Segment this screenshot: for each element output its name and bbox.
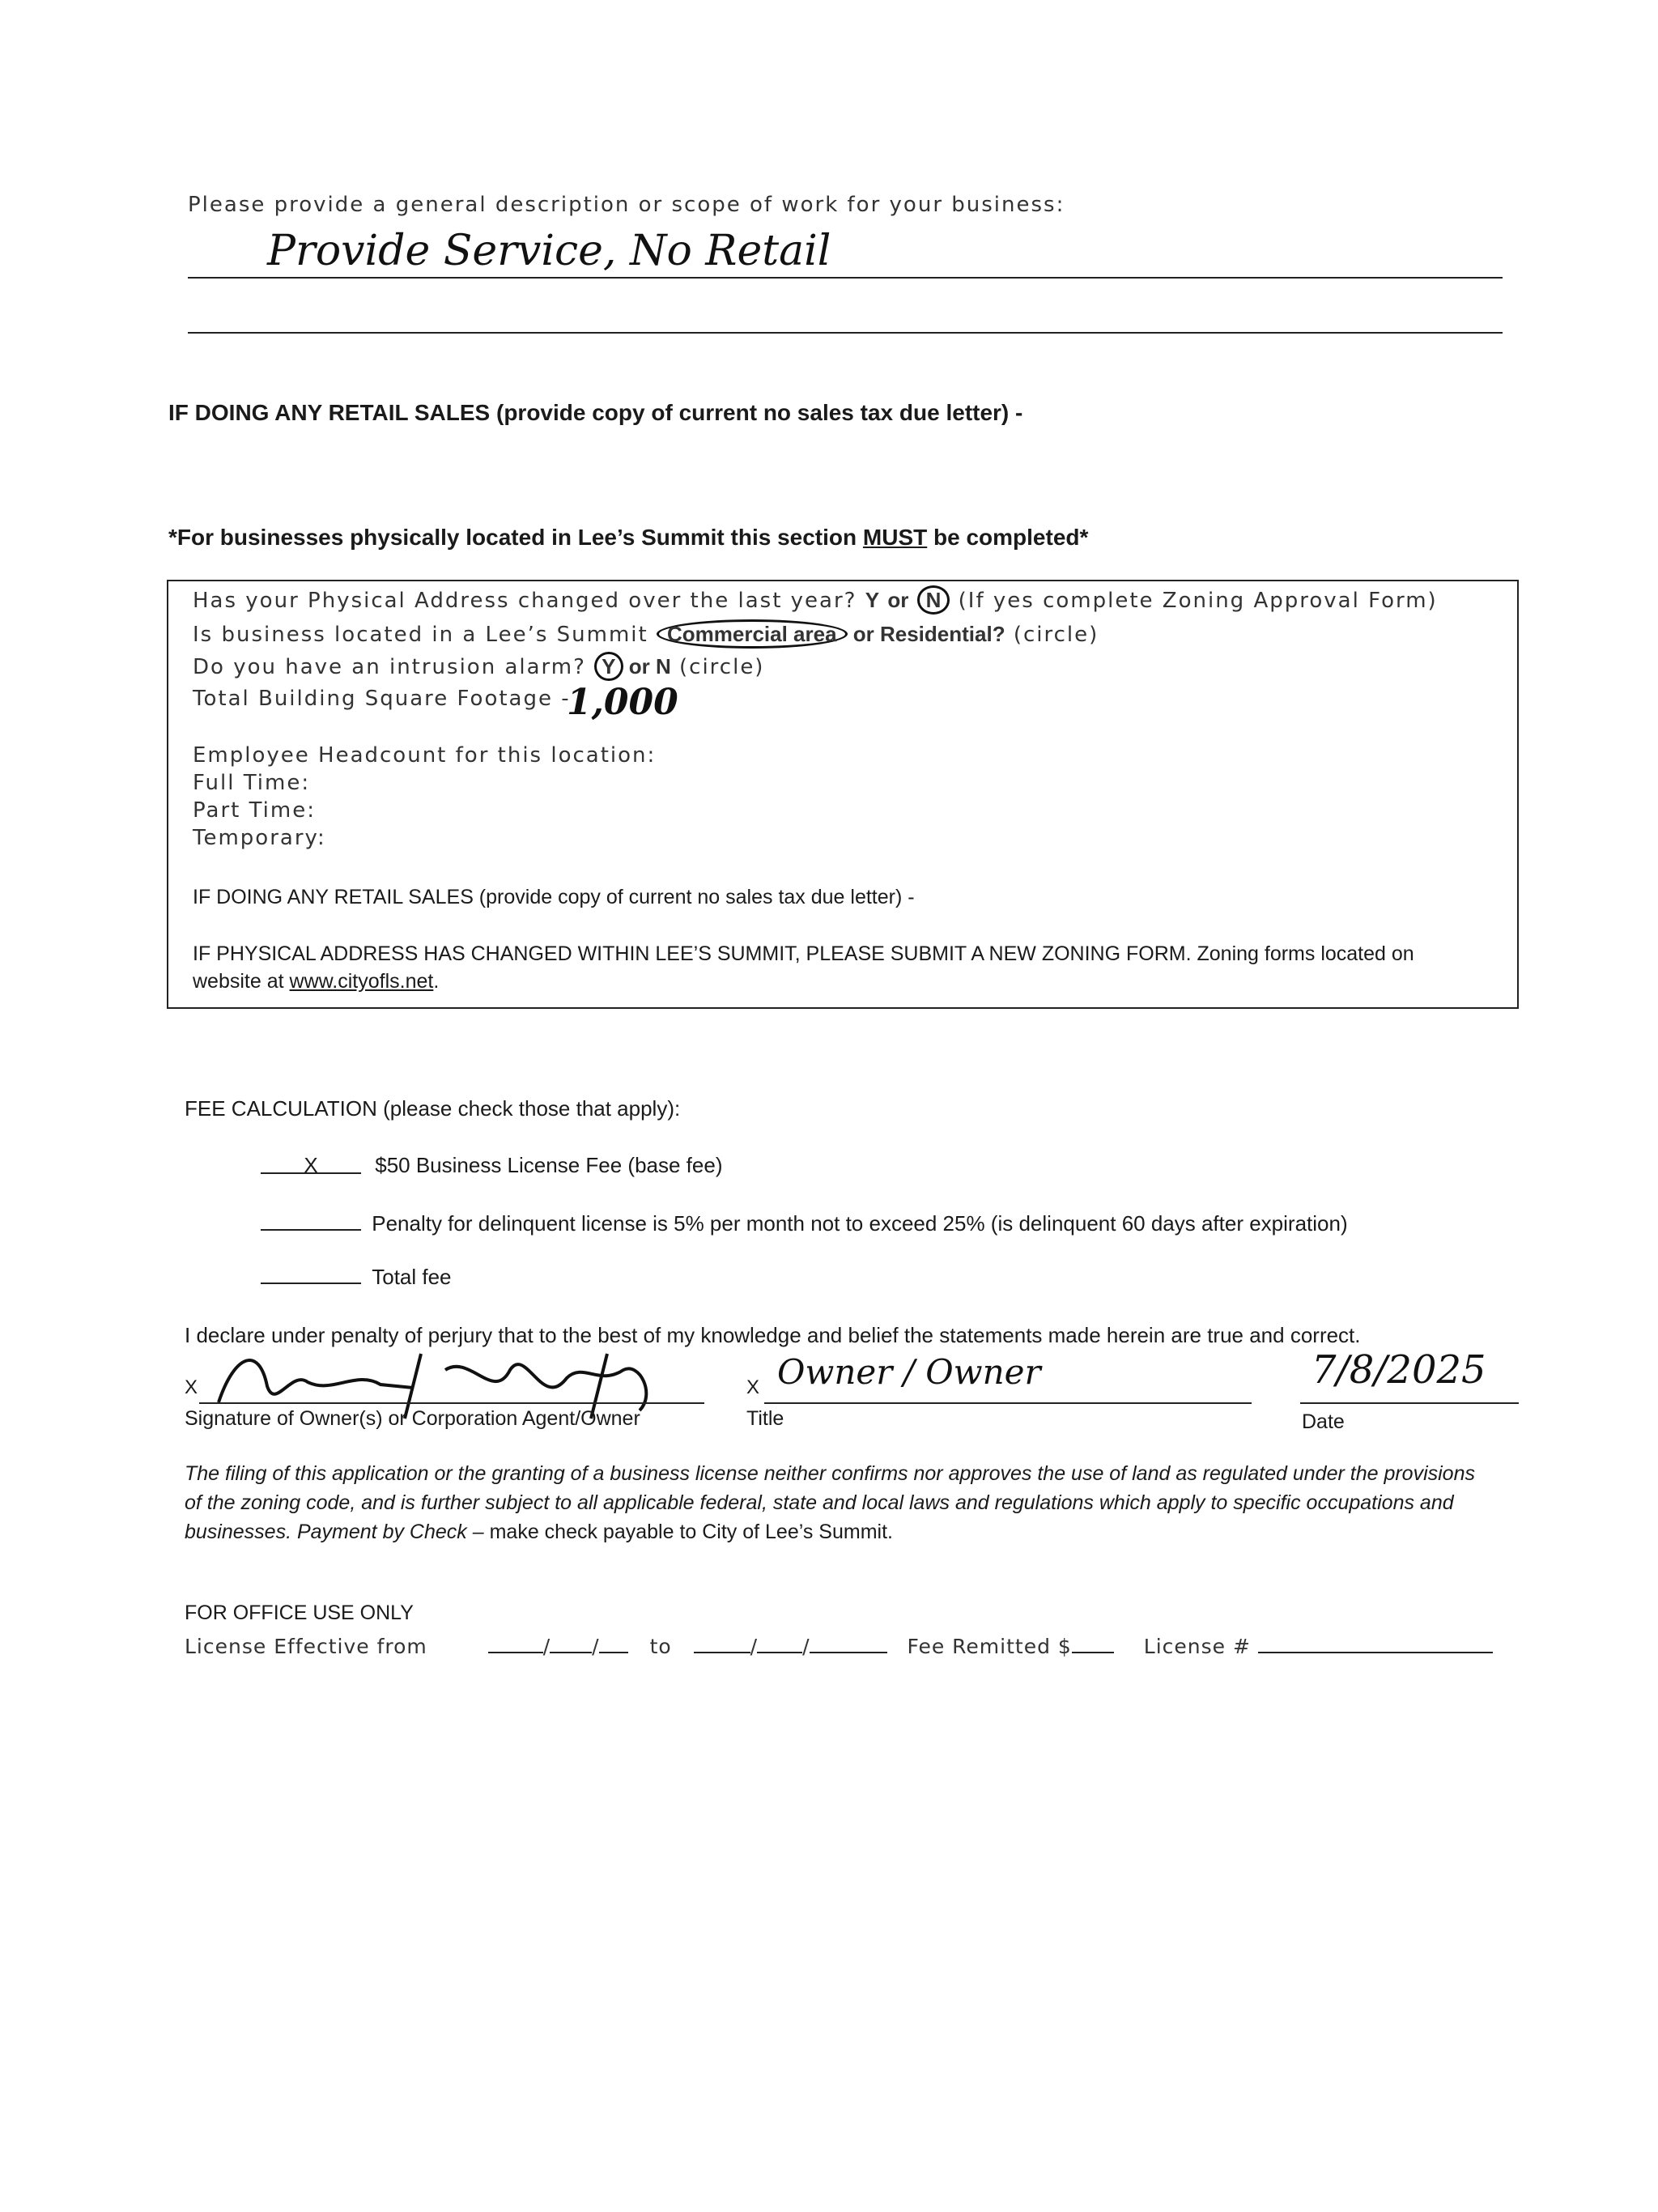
fee-item-penalty <box>261 1210 1348 1236</box>
fee-total-label: Total fee <box>372 1265 452 1289</box>
intro-after: be completed* <box>927 525 1089 550</box>
headcount-title: Employee Headcount for this location: <box>193 743 657 768</box>
date-label: Date <box>1302 1410 1345 1433</box>
q-located-or: or <box>847 622 880 646</box>
q-address-changed <box>193 588 1438 613</box>
lees-summit-intro <box>168 525 1088 551</box>
office-to-year[interactable] <box>810 1632 887 1653</box>
declaration: I declare under penalty of perjury that to the best of my knowledge and belief the statements made herein are true and correct. <box>185 1323 1361 1347</box>
headcount-temp: Temporary: <box>193 826 326 850</box>
title-label: Title <box>746 1407 784 1430</box>
date-line <box>1300 1402 1519 1404</box>
q-alarm-prefix: Do you have an intrusion alarm? <box>193 655 595 679</box>
date-value[interactable]: 7/8/2025 <box>1312 1347 1486 1393</box>
website-prefix: website at <box>193 970 290 993</box>
q-address-or: or <box>887 588 909 612</box>
fee-total-check[interactable] <box>261 1263 361 1284</box>
q-alarm-suffix: (circle) <box>670 655 765 679</box>
intro-must: MUST <box>862 525 928 550</box>
q-located <box>193 622 1099 647</box>
q-address-suffix: (If yes complete Zoning Approval Form) <box>958 589 1438 613</box>
fee-item-base <box>261 1153 723 1178</box>
fee-penalty-check[interactable] <box>261 1210 361 1231</box>
website-suffix: . <box>433 970 440 993</box>
office-license-label: License # <box>1143 1635 1251 1658</box>
retail-sales-heading: IF DOING ANY RETAIL SALES (provide copy of current no sales tax due letter) - <box>168 400 1023 425</box>
q-located-residential[interactable]: Residential? <box>879 622 1005 646</box>
q-footage-label: Total Building Square Footage - <box>193 687 571 711</box>
office-title: FOR OFFICE USE ONLY <box>185 1602 414 1624</box>
fee-penalty-label: Penalty for delinquent license is 5% per month not to exceed 25% (is delinquent 60 days after expiration) <box>372 1211 1348 1236</box>
fee-base-check[interactable]: X <box>261 1153 361 1174</box>
title-line <box>764 1402 1252 1404</box>
signature-line <box>199 1402 704 1404</box>
office-from-year[interactable] <box>599 1632 628 1653</box>
description-line-1 <box>188 277 1503 279</box>
q-located-prefix: Is business located in a Lee’s Summit <box>193 623 657 647</box>
office-fee-blank[interactable] <box>1072 1632 1114 1653</box>
fee-item-total <box>261 1263 452 1290</box>
office-from-month[interactable] <box>488 1632 543 1653</box>
office-fee-label: Fee Remitted $ <box>907 1635 1072 1658</box>
zoning-note <box>193 942 1488 966</box>
description-answer[interactable]: Provide Service, No Retail <box>267 227 831 275</box>
q-footage-value[interactable]: 1,000 <box>567 682 678 723</box>
office-to-day[interactable] <box>757 1632 802 1653</box>
signature-x: X <box>185 1376 198 1398</box>
q-located-suffix: (circle) <box>1005 623 1099 647</box>
office-to-label: to <box>649 1635 672 1658</box>
q-address-y[interactable]: Y <box>865 588 880 612</box>
title-x: X <box>746 1376 760 1398</box>
disclaimer-plain: make check payable to City of Lee’s Summit. <box>483 1521 893 1543</box>
office-effective-label: License Effective from <box>185 1635 427 1658</box>
q-alarm-or: or <box>623 654 656 678</box>
disclaimer-italic: The filing of this application or the granting of a business license neither confirms nor approves the use of land as regulated under the provisions of the zoning code, and is further subject to all applicable federal, state and local laws and regulations which apply to specific occupations and businesses. Payment by Check – <box>185 1462 1475 1543</box>
zoning-rest: Zoning forms located on <box>1191 942 1414 965</box>
q-alarm-n[interactable]: N <box>655 654 671 678</box>
office-effective-row: License Effective from / / to / / Fee Remitted $ License # <box>185 1632 1493 1658</box>
fee-base-label: $50 Business License Fee (base fee) <box>375 1153 723 1177</box>
signature-label: Signature of Owner(s) or Corporation Agent/Owner <box>185 1407 640 1430</box>
description-prompt: Please provide a general description or scope of work for your business: <box>188 193 1065 217</box>
disclaimer <box>185 1459 1496 1546</box>
description-line-2[interactable] <box>188 332 1503 334</box>
q-alarm-y-circled[interactable]: Y <box>594 652 623 681</box>
office-license-blank[interactable] <box>1258 1632 1493 1653</box>
office-to-month[interactable] <box>694 1632 750 1653</box>
q-address-prefix: Has your Physical Address changed over the last year? <box>193 589 865 613</box>
headcount-part: Part Time: <box>193 798 316 823</box>
title-value[interactable]: Owner / Owner <box>777 1352 1041 1392</box>
box-retail-note <box>193 886 915 909</box>
office-from-day[interactable] <box>550 1632 592 1653</box>
zoning-bold: IF PHYSICAL ADDRESS HAS CHANGED WITHIN LEE’S SUMMIT, PLEASE SUBMIT A NEW ZONING FORM. <box>193 942 1192 965</box>
website-line <box>193 970 439 993</box>
headcount-full: Full Time: <box>193 771 311 795</box>
website-link[interactable]: www.cityofls.net <box>289 970 434 993</box>
q-alarm <box>193 654 764 679</box>
box-retail-note-text: IF DOING ANY RETAIL SALES (provide copy of current no sales tax due letter) - <box>193 886 915 908</box>
fee-title: FEE CALCULATION (please check those that apply): <box>185 1096 681 1121</box>
intro-before: *For businesses physically located in Lee’s Summit this section <box>168 525 863 550</box>
q-address-n-circled[interactable]: N <box>917 585 950 615</box>
q-located-commercial-circled[interactable]: Commercial area <box>657 619 848 649</box>
